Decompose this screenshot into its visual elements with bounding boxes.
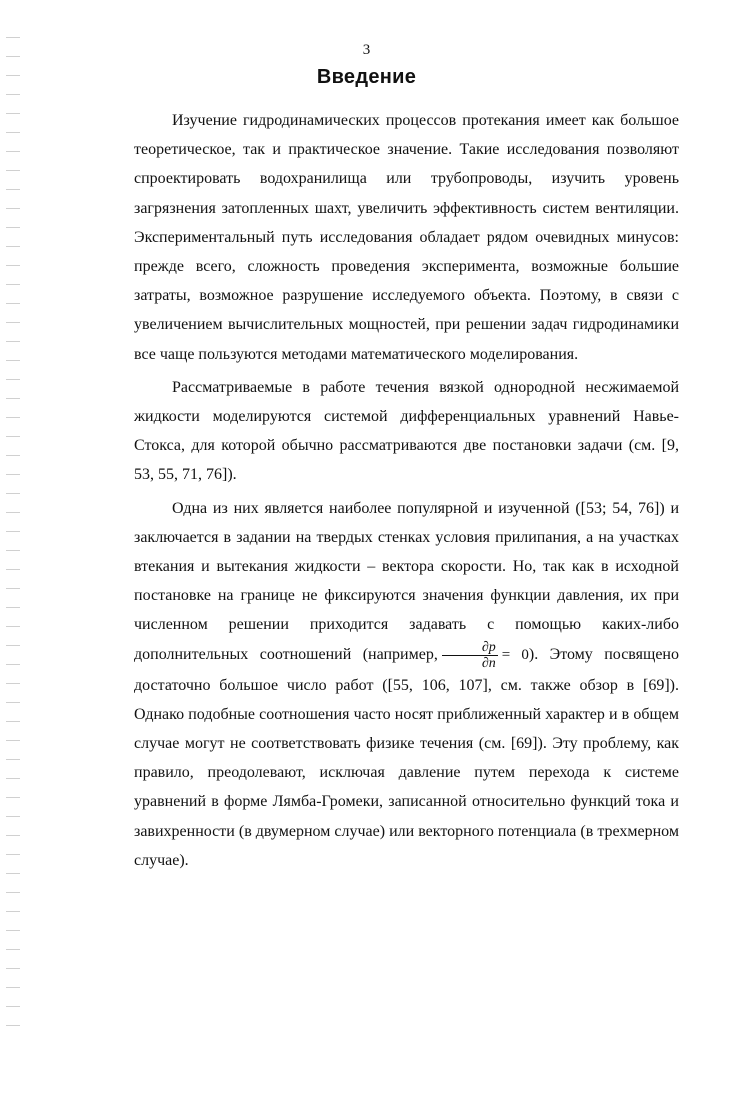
scan-margin-marks	[6, 30, 20, 1030]
paragraph-3-after: ). Этому посвящено достаточно большое число работ ([55, 106, 107], см. также обзор в [69]). Однако подобные соотношения часто носят приближенный характер и в общем случае могут не соответствовать физике течения (см. [69]). Эту проблему, как правило, преодолевают, исключая давление путем перехода к системе уравнений в форме Лямба-Громеки, записанной относительно функций тока и завихренности (в двумерном случае) или векторного потенциала (в трехмерном случае).	[134, 645, 679, 869]
formula-equals: = 0	[501, 646, 529, 663]
formula-denominator: ∂n	[481, 655, 496, 671]
paragraph-3	[134, 494, 679, 875]
page-number: 3	[362, 42, 371, 58]
paragraph-2: Рассматриваемые в работе течения вязкой однородной несжимаемой жидкости моделируются системой дифференциальных уравнений Навье-Стокса, для которой обычно рассматриваются две постановки задачи (см. [9, 53, 55, 71, 76]).	[134, 378, 679, 484]
formula-fraction	[442, 640, 498, 671]
formula-numerator: ∂p	[442, 640, 498, 656]
paragraph-1: Изучение гидродинамических процессов протекания имеет как большое теоретическое, так и практическое значение. Такие исследования позволяют спроектировать водохранилища или трубопроводы, изучить уровень загрязнения затопленных шахт, увеличить эффективность систем вентиляции. Экспериментальный путь исследования обладает рядом очевидных минусов: прежде всего, сложность проведения эксперимента, возможные большие затраты, возможное разрушение исследуемого объекта. Поэтому, в связи с увеличением вычислительных мощностей, при решении задач гидродинамики все чаще пользуются методами математического моделирования.	[134, 112, 679, 363]
body-text	[134, 106, 679, 879]
page-title: Введение	[316, 66, 417, 88]
paragraph-3-before: Одна из них является наиболее популярной и изученной ([53; 54, 76]) и заключается в задании на твердых стенках условия прилипания, а на участках втекания и вытекания жидкости – вектора скорости. Но, так как в исходной постановке на границе не фиксируются значения функции давления, их при численном решении приходится задавать с помощью каких-либо дополнительных соотношений (например,	[134, 499, 679, 663]
